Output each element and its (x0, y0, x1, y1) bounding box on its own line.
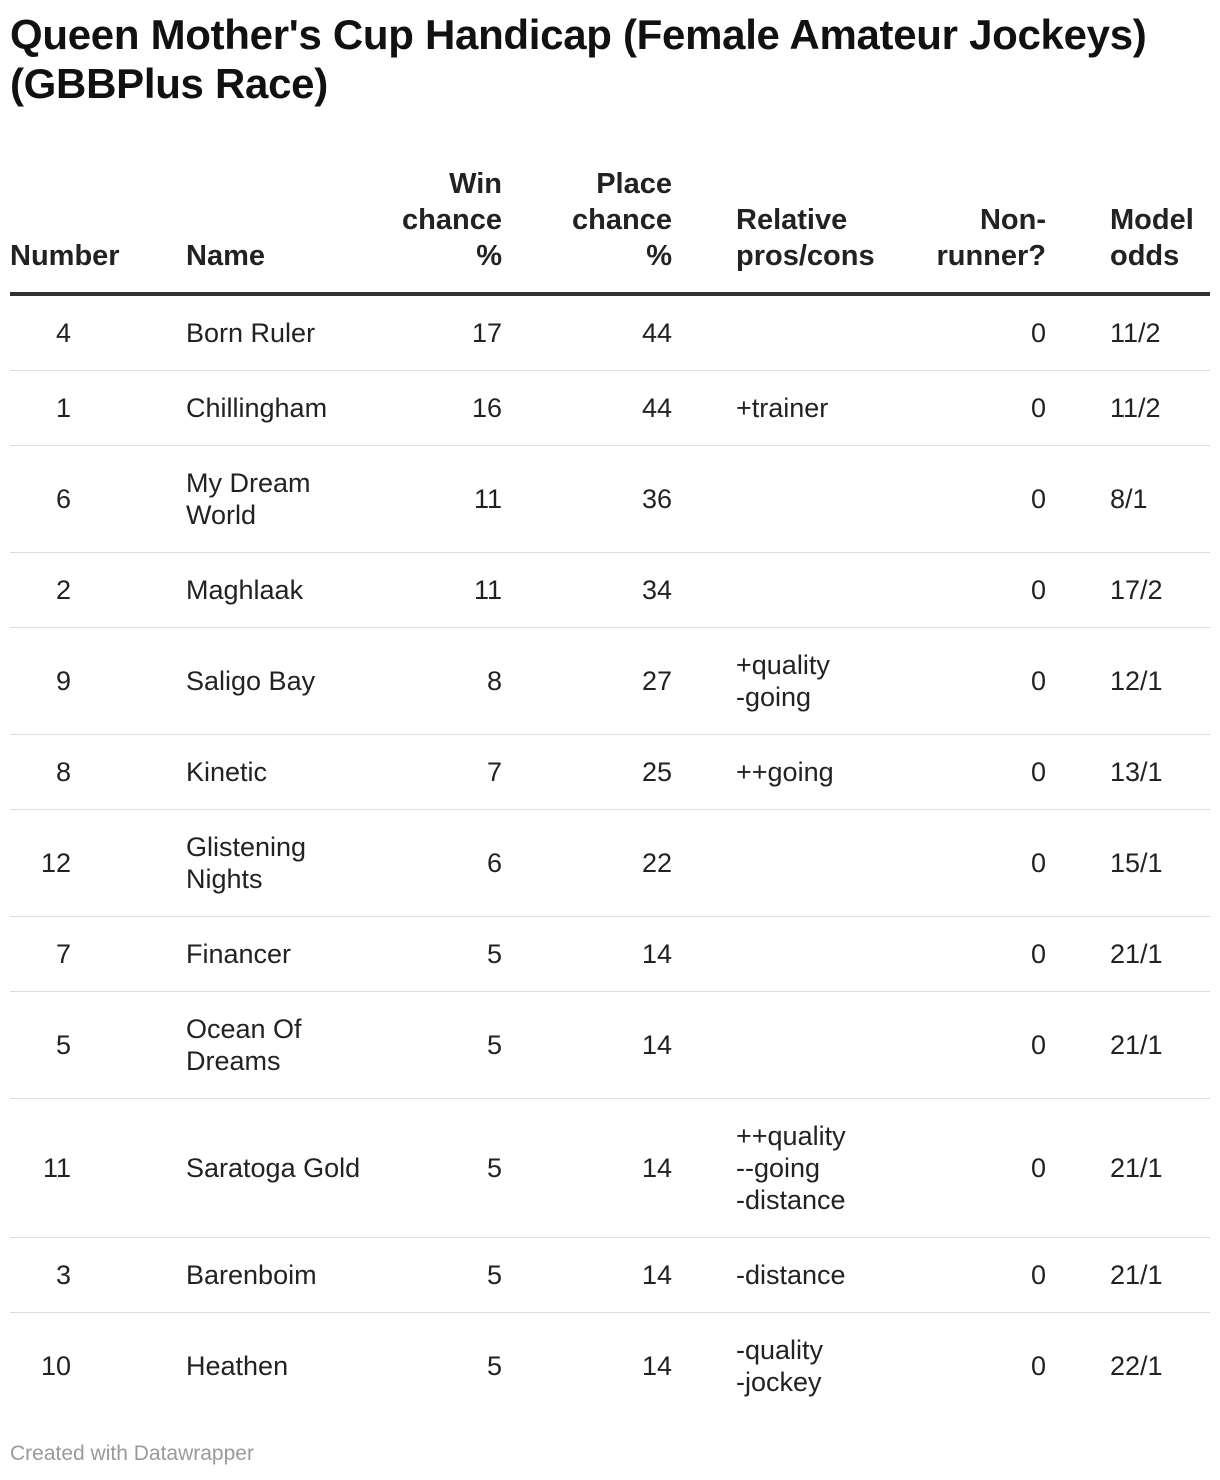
cell-place-chance: 36 (502, 446, 672, 553)
cell-non-runner: 0 (916, 992, 1046, 1099)
cell-name: Barenboim (186, 1238, 376, 1313)
cell-number: 2 (10, 553, 121, 628)
cell-non-runner: 0 (916, 1099, 1046, 1238)
cell-place-chance: 27 (502, 628, 672, 735)
cell-place-chance: 14 (502, 1099, 672, 1238)
table-row (10, 1099, 1210, 1238)
spacer-cell (1046, 735, 1110, 810)
spacer-cell (121, 735, 186, 810)
spacer-cell (672, 371, 736, 446)
header-name[interactable]: Name (186, 166, 376, 294)
cell-name: Heathen (186, 1351, 289, 1381)
spacer-cell (121, 294, 186, 371)
cell-relative (736, 553, 916, 628)
cell-name: Maghlaak (186, 553, 376, 628)
cell-place-chance: 44 (502, 371, 672, 446)
spacer-cell (121, 917, 186, 992)
cell-number: 8 (10, 735, 121, 810)
table-row (10, 735, 1210, 810)
cell-non-runner: 0 (916, 917, 1046, 992)
cell-place-chance: 14 (502, 917, 672, 992)
cell-model-odds: 17/2 (1110, 553, 1210, 628)
cell-relative (736, 992, 916, 1099)
cell-place-chance: 25 (502, 735, 672, 810)
spacer-cell (672, 1313, 736, 1420)
spacer-cell (672, 917, 736, 992)
cell-win-chance: 16 (376, 371, 502, 446)
cell-model-odds: 21/1 (1110, 1238, 1210, 1313)
cell-number: 1 (10, 371, 121, 446)
table-row (10, 992, 1210, 1099)
table-row (10, 917, 1210, 992)
cell-relative: +quality -going (736, 628, 916, 735)
cell-model-odds: 8/1 (1110, 446, 1210, 553)
spacer-cell (672, 1099, 736, 1238)
cell-place-chance: 14 (641, 1351, 672, 1381)
spacer-cell (1046, 1238, 1110, 1313)
spacer-cell (1046, 1313, 1110, 1420)
spacer-cell (121, 992, 186, 1099)
cell-name: Saligo Bay (186, 628, 376, 735)
cell-win-chance: 5 (376, 917, 502, 992)
cell-relative (736, 294, 916, 371)
header-place-chance[interactable]: Place chance % (502, 166, 672, 294)
cell-name: My Dream World (186, 446, 376, 553)
cell-non-runner: 0 (916, 371, 1046, 446)
chart-title: Queen Mother's Cup Handicap (Female Amateur Jockeys) (GBBPlus Race) (10, 11, 1147, 107)
cell-name: Born Ruler (186, 294, 376, 371)
cell-non-runner: 0 (916, 1238, 1046, 1313)
cell-relative: +trainer (736, 371, 916, 446)
table-row (10, 446, 1210, 553)
spacer-cell (672, 810, 736, 917)
header-relative[interactable]: Relative pros/cons (736, 166, 916, 294)
cell-win-chance: 5 (376, 1099, 502, 1238)
spacer-cell (1046, 446, 1110, 553)
cell-win-chance: 8 (376, 628, 502, 735)
spacer-cell (672, 294, 736, 371)
cell-non-runner: 0 (1030, 1351, 1046, 1381)
spacer-cell (672, 553, 736, 628)
cell-relative (736, 810, 916, 917)
table-row (10, 628, 1210, 735)
cell-relative: -distance (736, 1238, 916, 1313)
cell-model-odds: 12/1 (1110, 628, 1210, 735)
spacer-cell (672, 992, 736, 1099)
spacer-cell (1046, 1099, 1110, 1238)
cell-model-odds: 21/1 (1110, 992, 1210, 1099)
cell-non-runner: 0 (916, 446, 1046, 553)
table-row (10, 1313, 1210, 1420)
table-row (10, 553, 1210, 628)
spacer-cell (672, 446, 736, 553)
header-row (10, 166, 1210, 294)
cell-number: 3 (10, 1238, 121, 1313)
spacer-cell (121, 446, 186, 553)
cell-name: Kinetic (186, 735, 376, 810)
cell-model-odds: 11/2 (1110, 294, 1210, 371)
cell-number: 4 (10, 294, 121, 371)
header-model-odds[interactable]: Model odds (1110, 166, 1210, 294)
spacer-cell (1046, 553, 1110, 628)
cell-place-chance: 14 (502, 1238, 672, 1313)
cell-model-odds: 11/2 (1110, 371, 1210, 446)
spacer-cell (1046, 992, 1110, 1099)
data-table (10, 166, 1210, 1419)
spacer-cell (1046, 628, 1110, 735)
spacer-cell (1046, 810, 1110, 917)
cell-win-chance: 17 (376, 294, 502, 371)
spacer-cell (121, 1099, 186, 1238)
cell-model-odds: 15/1 (1110, 810, 1210, 917)
spacer-cell (121, 1313, 186, 1420)
cell-place-chance: 34 (502, 553, 672, 628)
cell-relative: -quality -jockey (736, 1335, 824, 1397)
cell-name: Chillingham (186, 371, 376, 446)
cell-model-odds: 21/1 (1110, 917, 1210, 992)
cell-relative (736, 917, 916, 992)
spacer-cell (1046, 294, 1110, 371)
cell-win-chance: 11 (376, 446, 502, 553)
cell-number: 12 (10, 810, 121, 917)
table-row (10, 1238, 1210, 1313)
spacer-cell (672, 628, 736, 735)
table-row (10, 294, 1210, 371)
spacer-cell (672, 1238, 736, 1313)
spacer-cell (121, 553, 186, 628)
cell-non-runner: 0 (916, 628, 1046, 735)
cell-name: Financer (186, 917, 376, 992)
spacer-cell (121, 628, 186, 735)
cell-relative (736, 446, 916, 553)
spacer-cell (672, 735, 736, 810)
cell-place-chance: 14 (502, 992, 672, 1099)
cell-win-chance: 6 (376, 810, 502, 917)
header-number[interactable]: Number (10, 166, 121, 294)
cell-non-runner: 0 (916, 553, 1046, 628)
spacer-cell (1046, 917, 1110, 992)
footer-credit: Created with Datawrapper (10, 1442, 254, 1465)
cell-name: Ocean Of Dreams (186, 992, 376, 1099)
cell-win-chance: 5 (376, 1238, 502, 1313)
spacer-cell (121, 810, 186, 917)
spacer-cell (121, 1238, 186, 1313)
cell-number: 5 (10, 992, 121, 1099)
cell-place-chance: 22 (502, 810, 672, 917)
table-body (10, 294, 1210, 1419)
cell-name: Glistening Nights (186, 810, 376, 917)
spacer-cell (1046, 371, 1110, 446)
cell-non-runner: 0 (916, 294, 1046, 371)
cell-number: 10 (40, 1351, 71, 1381)
table-row (10, 371, 1210, 446)
cell-win-chance: 5 (486, 1351, 502, 1381)
header-non-runner[interactable]: Non- runner? (916, 166, 1046, 294)
cell-non-runner: 0 (916, 735, 1046, 810)
cell-name: Saratoga Gold (186, 1099, 376, 1238)
spacer-cell (121, 371, 186, 446)
cell-win-chance: 7 (376, 735, 502, 810)
cell-win-chance: 11 (376, 553, 502, 628)
cell-number: 11 (10, 1099, 121, 1238)
cell-model-odds: 13/1 (1110, 735, 1210, 810)
cell-number: 9 (10, 628, 121, 735)
cell-relative: ++going (736, 735, 916, 810)
cell-win-chance: 5 (376, 992, 502, 1099)
cell-place-chance: 44 (502, 294, 672, 371)
chart-container (10, 10, 1210, 1397)
cell-relative: ++quality --going -distance (736, 1099, 916, 1238)
header-win-chance[interactable]: Win chance % (376, 166, 502, 294)
cell-number: 6 (10, 446, 121, 553)
cell-model-odds: 21/1 (1110, 1099, 1210, 1238)
cell-model-odds: 22/1 (1110, 1351, 1163, 1381)
cell-non-runner: 0 (916, 810, 1046, 917)
cell-number: 7 (10, 917, 121, 992)
table-row (10, 810, 1210, 917)
